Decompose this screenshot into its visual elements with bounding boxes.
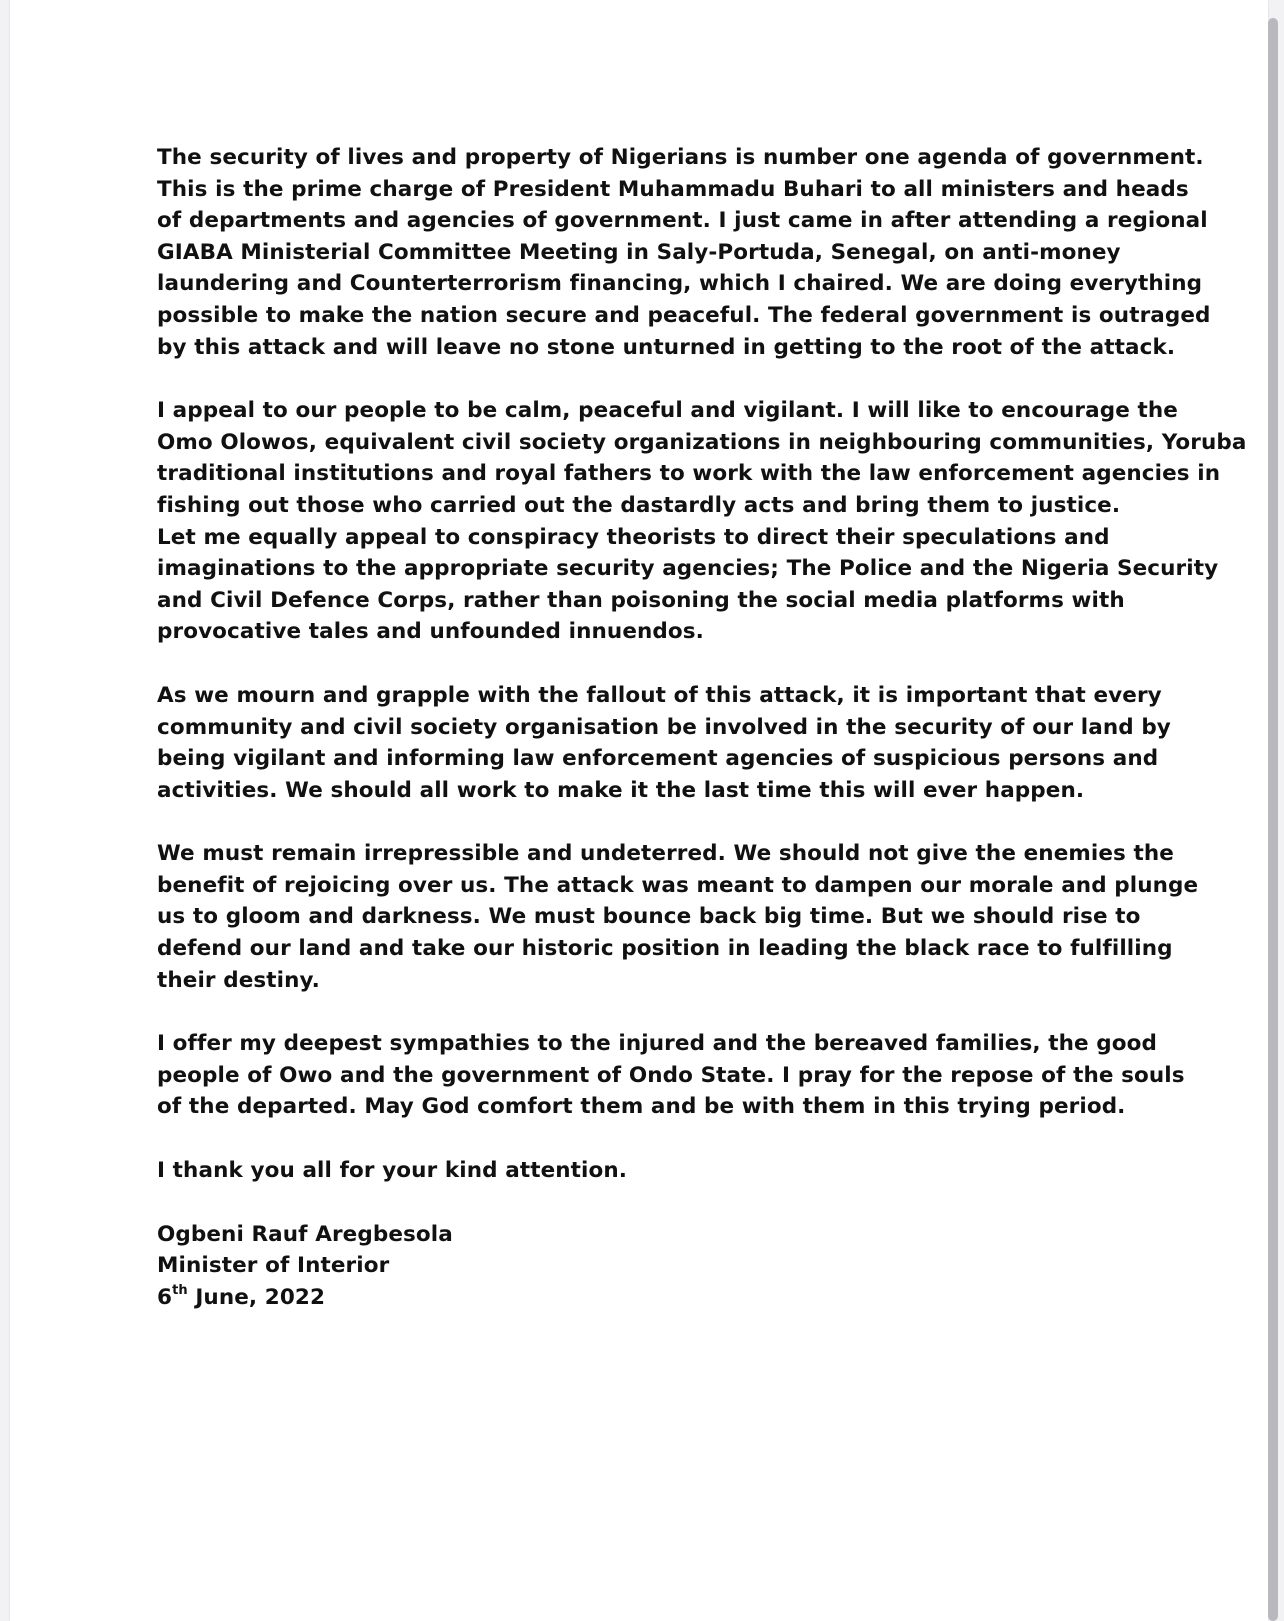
text-line: of departments and agencies of government. I just came in after attending a regional <box>157 208 1208 234</box>
text-line: imaginations to the appropriate security agencies; The Police and the Nigeria Security <box>157 556 1219 582</box>
text-line: I appeal to our people to be calm, peaceful and vigilant. I will like to encourage the <box>157 398 1178 424</box>
text-line: laundering and Counterterrorism financing, which I chaired. We are doing everything <box>157 271 1203 297</box>
text-line: people of Owo and the government of Ondo State. I pray for the repose of the souls <box>157 1062 1185 1088</box>
text-line: their destiny. <box>157 967 320 993</box>
date-day: 6 <box>157 1284 173 1310</box>
text-line: community and civil society organisation be involved in the security of our land by <box>157 714 1171 740</box>
paragraph-2 <box>157 395 1247 648</box>
text-line: GIABA Ministerial Committee Meeting in Saly-Portuda, Senegal, on anti-money <box>157 239 1121 265</box>
paragraph-6 <box>157 1155 1167 1187</box>
text-line: This is the prime charge of President Muhammadu Buhari to all ministers and heads <box>157 176 1189 202</box>
signature-date <box>157 1282 1167 1314</box>
statement-body <box>157 142 1247 1345</box>
paragraph-1 <box>157 142 1211 363</box>
signatory-title: Minister of Interior <box>157 1253 390 1279</box>
text-line: us to gloom and darkness. We must bounce back big time. But we should rise to <box>157 904 1141 930</box>
scrollbar-thumb[interactable] <box>1268 18 1278 1621</box>
signature-block <box>157 1219 1167 1314</box>
text-line: As we mourn and grapple with the fallout of this attack, it is important that every <box>157 682 1162 708</box>
date-suffix: th <box>172 1282 188 1298</box>
text-line: of the departed. May God comfort them and be with them in this trying period. <box>157 1094 1126 1120</box>
text-line: being vigilant and informing law enforcement agencies of suspicious persons and <box>157 746 1159 772</box>
text-line: I offer my deepest sympathies to the injured and the bereaved families, the good <box>157 1031 1158 1057</box>
date-rest: June, 2022 <box>187 1284 326 1310</box>
text-line: Omo Olowos, equivalent civil society organizations in neighbouring communities, Yoruba <box>157 429 1247 455</box>
paragraph-3 <box>157 680 1171 806</box>
text-line: benefit of rejoicing over us. The attack was meant to dampen our morale and plunge <box>157 872 1199 898</box>
text-line: We must remain irrepressible and undeterred. We should not give the enemies the <box>157 841 1174 867</box>
text-line: fishing out those who carried out the dastardly acts and bring them to justice. <box>157 492 1121 518</box>
text-line: defend our land and take our historic position in leading the black race to fulfilling <box>157 936 1173 962</box>
text-line: possible to make the nation secure and peaceful. The federal government is outraged <box>157 302 1211 328</box>
text-line: and Civil Defence Corps, rather than poisoning the social media platforms with <box>157 587 1125 613</box>
text-line: Let me equally appeal to conspiracy theorists to direct their speculations and <box>157 524 1110 550</box>
document-page <box>10 0 1268 1621</box>
text-line: by this attack and will leave no stone unturned in getting to the root of the attack. <box>157 334 1176 360</box>
text-line: I thank you all for your kind attention. <box>157 1158 628 1184</box>
text-line: provocative tales and unfounded innuendos. <box>157 619 704 645</box>
paragraph-5 <box>157 1028 1185 1123</box>
text-line: traditional institutions and royal fathers to work with the law enforcement agencies in <box>157 461 1221 487</box>
paragraph-4 <box>157 838 1199 996</box>
signatory-name: Ogbeni Rauf Aregbesola <box>157 1221 453 1247</box>
text-line: The security of lives and property of Nigerians is number one agenda of government. <box>157 145 1204 170</box>
text-line: activities. We should all work to make it the last time this will ever happen. <box>157 777 1085 803</box>
